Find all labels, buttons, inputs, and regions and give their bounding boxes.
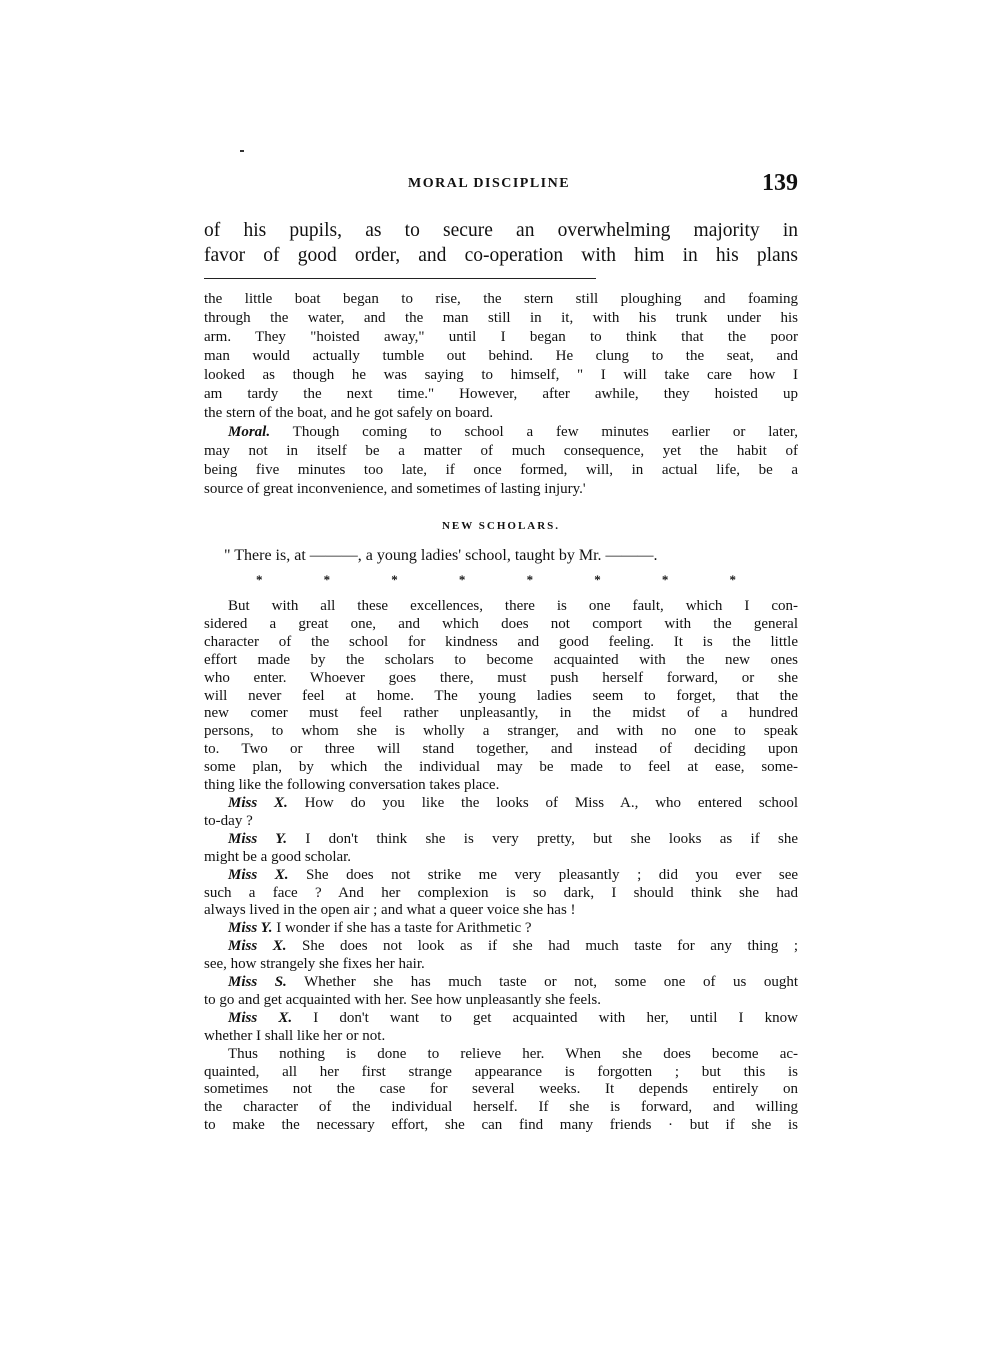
asterisk: *	[256, 572, 263, 587]
paragraph-line: character of the school for kindness and good feeling. It is the little	[204, 633, 798, 650]
asterisk: *	[391, 572, 398, 587]
closing-line: to make the necessary effort, she can find many friends · but if she is	[204, 1117, 798, 1134]
dialogue-line: whether I shall like her or not.	[204, 1027, 386, 1044]
dialogue-line	[204, 920, 798, 938]
footnote-line: man would actually tumble out behind. He clung to the seat, and	[204, 348, 798, 364]
dialogue-line	[204, 938, 798, 956]
closing-line: quainted, all her first strange appearance is forgotten ; but this is	[204, 1063, 798, 1080]
asterisk: *	[458, 572, 466, 587]
paragraph-line: sidered a great one, and which does not comport with the general	[204, 615, 798, 632]
speaker-label: Miss X.	[228, 794, 288, 811]
dialogue-line: might be a good scholar.	[204, 848, 352, 865]
quote-line: " There is, at ———, a young ladies' school, taught by Mr. ———.	[224, 547, 658, 564]
closing-line: the character of the individual herself. If she is forward, and willing	[204, 1099, 798, 1116]
speaker-label: Miss X.	[228, 1009, 293, 1026]
paragraph-line: some plan, by which the individual may be made to feel at ease, some-	[204, 759, 798, 776]
footnote	[204, 290, 798, 499]
footnote-rule	[204, 278, 596, 279]
footnote-line: the stern of the boat, and he got safely on board.	[204, 405, 494, 421]
moral-text: Though coming to school a few minutes earlier or later,	[292, 424, 798, 440]
footnote-line: the little boat began to rise, the stern still ploughing and foaming	[204, 291, 798, 307]
main-text-line: favor of good order, and co-operation with him in his plans	[204, 245, 798, 266]
paragraph-line: effort made by the scholars to become acquainted with the new ones	[204, 651, 798, 668]
dialogue-line	[204, 795, 798, 813]
section-title: NEW SCHOLARS.	[441, 520, 561, 532]
speaker-label: Miss Y.	[228, 830, 288, 847]
footnote-line: am tardy the next time." However, after awhile, they hoisted up	[204, 386, 798, 402]
dialogue-line	[204, 1010, 798, 1028]
paragraph-line: who enter. Whoever goes there, must push herself forward, or she	[204, 669, 798, 686]
asterisk: *	[661, 572, 669, 587]
moral-line: being five minutes too late, if once formed, will, in actual life, be a	[204, 462, 798, 478]
footnote-line: looked as though he was saying to himself, " I will take care how I	[204, 367, 798, 383]
speaker-label: Miss S.	[228, 974, 287, 991]
moral-line: source of great inconvenience, and sometimes of lasting injury.'	[204, 481, 586, 497]
dialogue-line: such a face ? And her complexion is so dark, I should think she had	[204, 884, 798, 901]
dialogue-line: to go and get acquainted with her. See how unpleasantly she feels.	[204, 991, 601, 1008]
paragraph-line: But with all these excellences, there is one fault, which I con-	[228, 598, 798, 614]
main-text	[204, 218, 798, 268]
dialogue-text: I don't want to get acquainted with her, until I know	[313, 1009, 799, 1026]
asterism	[256, 572, 736, 588]
closing-line: sometimes not the case for several weeks. It depends entirely on	[204, 1081, 798, 1098]
body-text	[204, 598, 798, 1135]
dialogue-text: She does not strike me very pleasantly ; did you ever see	[306, 866, 799, 883]
dialogue-line: always lived in the open air ; and what a queer voice she has !	[204, 902, 576, 919]
paragraph-line: to. Two or three will stand together, and instead of deciding upon	[204, 741, 798, 758]
speaker-label: Miss X.	[228, 866, 289, 883]
running-title: MORAL DISCIPLINE	[408, 176, 571, 191]
dialogue-text: She does not look as if she had much taste for any thing ;	[302, 938, 798, 955]
ink-speck	[240, 150, 244, 152]
dialogue-line: see, how strangely she fixes her hair.	[204, 956, 425, 973]
footnote-line: arm. They "hoisted away," until I began to think that the poor	[204, 329, 798, 345]
main-text-line: of his pupils, as to secure an overwhelming majority in	[204, 220, 798, 241]
paragraph-line: persons, to whom she is wholly a stranger, and with no one to speak	[204, 723, 798, 740]
page-number: 139	[762, 170, 798, 196]
paragraph-line: new comer must feel rather unpleasantly, in the midst of a hundred	[204, 705, 798, 722]
dialogue-line: to-day ?	[204, 812, 253, 829]
moral-line: may not in itself be a matter of much consequence, yet the habit of	[204, 443, 798, 459]
speaker-label: Miss Y.	[228, 920, 273, 937]
dialogue-line	[204, 867, 798, 885]
moral-first-line	[204, 423, 798, 442]
speaker-label: Miss X.	[228, 938, 287, 955]
asterisk: *	[526, 572, 534, 587]
closing-line: Thus nothing is done to relieve her. When she does become ac-	[228, 1045, 798, 1062]
dialogue-text: I don't think she is very pretty, but she looks as if she	[305, 830, 799, 847]
asterisk: *	[323, 572, 331, 587]
footnote-line: through the water, and the man still in it, with his trunk under his	[204, 310, 798, 326]
dialogue-line	[204, 831, 798, 849]
dialogue-text: Whether she has much taste or not, some one of us ought	[304, 974, 798, 991]
paragraph-line: thing like the following conversation takes place.	[204, 777, 500, 794]
dialogue-line	[204, 974, 798, 992]
dialogue-text: I wonder if she has a taste for Arithmetic ?	[276, 920, 532, 937]
moral-label: Moral.	[228, 424, 271, 440]
dialogue-text: How do you like the looks of Miss A., who entered school	[304, 794, 798, 811]
asterisk: *	[594, 572, 601, 587]
asterisk: *	[729, 572, 736, 587]
page-header	[204, 170, 798, 200]
paragraph-line: will never feel at home. The young ladies seem to forget, that the	[204, 687, 798, 704]
